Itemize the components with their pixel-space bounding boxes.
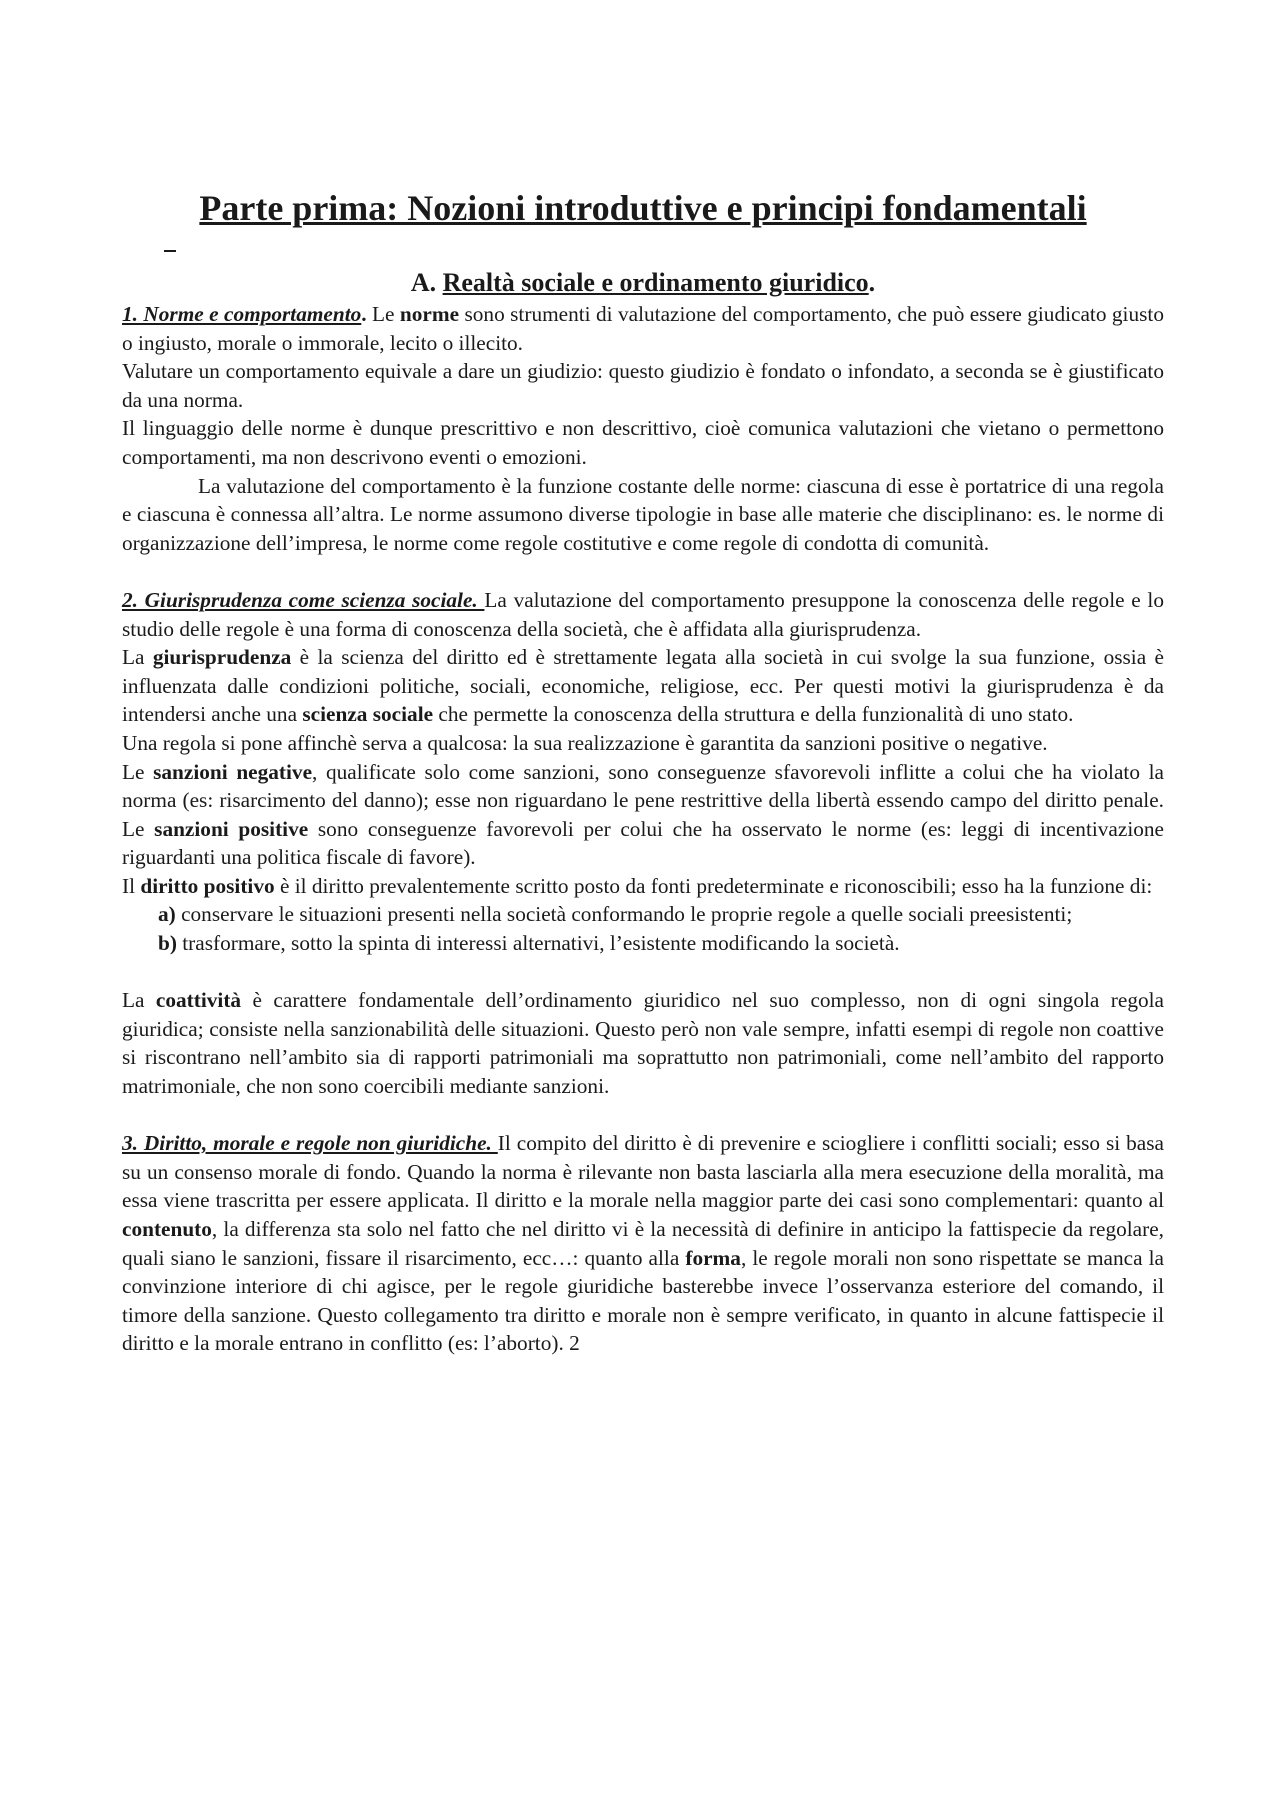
paragraph-heading-3: 3. Diritto, morale e regole non giuridiche. — [122, 1131, 498, 1156]
bold-term: coattività — [155, 988, 242, 1013]
list-marker: a) — [158, 902, 176, 927]
paragraph-heading-2: 2. Giurisprudenza come scienza sociale. — [122, 587, 485, 612]
paragraph-heading-1-dot: . — [361, 302, 367, 326]
paragraph-norme — [122, 300, 1164, 357]
document-title: Parte prima: Nozioni introduttive e principi fondamentali — [199, 188, 1087, 228]
text-span: Le — [122, 759, 154, 784]
paragraph-diritto-morale — [122, 1129, 1164, 1358]
text-span: che permette la conoscenza della struttura e della funzionalità di uno stato. — [433, 702, 1074, 727]
text-span: , la differenza sta solo nel fatto che nel diritto vi è la necessità di definire in anticipo la fattispecie da regolare, quali siano le sanzioni, fissare il risarcimento, ecc…: quanto alla — [122, 1217, 1164, 1270]
text-span: , le regole morali non sono rispettate se manca la convinzione interiore di chi agisce, per le regole giuridiche basterebbe invece l’osservanza esteriore del comando, il timore della sanzione. Questo collegamento tra diritto e morale non è sempre verificato, in quanto in alcune fattispecie il diritto e la morale entrano in conflitto (es: l’aborto). 2 — [122, 1245, 1164, 1356]
section-dot: . — [868, 268, 876, 297]
paragraph-scienza-sociale — [122, 643, 1164, 729]
text-span: La valutazione del comportamento presuppone la conoscenza delle regole e lo studio delle regole è una forma di conoscenza della società, che è affidata alla giurisprudenza. — [122, 587, 1164, 641]
list-text: conservare le situazioni presenti nella società conformando le proprie regole a quelle sociali preesistenti; — [175, 902, 1073, 927]
list-item — [158, 929, 1164, 958]
list-item — [158, 900, 1164, 929]
text-span: sono strumenti di valutazione del comportamento, che può essere giudicato giusto o ingiusto, morale o immorale, lecito o illecito. — [122, 302, 1164, 355]
bold-term: diritto positivo — [140, 873, 275, 898]
title-dash — [164, 236, 176, 252]
text-span: è il diritto prevalentemente scritto posto da fonti predeterminate e riconoscibili; esso ha la funzione di: — [274, 873, 1153, 898]
spacer — [122, 1101, 1164, 1130]
bold-term: sanzioni negative — [153, 759, 313, 784]
text-span: Il — [122, 873, 141, 898]
section-title: Realtà sociale e ordinamento giuridico — [442, 268, 869, 297]
paragraph-valutazione: La valutazione del comportamento è la funzione costante delle norme: ciascuna di esse è portatrice di una regola e ciascuna è connessa all’altra. Le norme assumono diverse tipologie in base alle materie che disciplinano: es. le norme di organizzazione dell’impresa, le norme come regole costitutive e come regole di condotta di comunità. — [122, 473, 1164, 555]
text-span: Le — [366, 302, 400, 326]
bold-term: giurisprudenza — [152, 645, 292, 670]
text-span: è carattere fondamentale dell’ordinamento giuridico nel suo complesso, non di ogni singola regola giuridica; consiste nella sanzionabilità delle situazioni. Questo però non vale sempre, infatti esempi di regole non coattive si riscontrano nell’ambito sia di rapporti patrimoniali ma soprattutto non patrimoniali, come nell’ambito del rapporto matrimoniale, che non sono coercibili mediante sanzioni. — [122, 988, 1164, 1099]
paragraph-giurisprudenza — [122, 586, 1164, 643]
text-span: , qualificate solo come sanzioni, sono conseguenze sfavorevoli inflitte a colui che ha violato la norma (es: risarcimento del danno); esse non riguardano le pene restrittive della libertà essendo campo del diritto penale. Le — [122, 759, 1164, 841]
section-prefix: A. — [410, 268, 443, 297]
paragraph-regola: Una regola si pone affinchè serva a qualcosa: la sua realizzazione è garantita da sanzioni positive o negative. — [122, 730, 1048, 755]
paragraph-coattivita — [122, 986, 1164, 1100]
bold-term: scienza sociale — [302, 702, 434, 727]
paragraph-heading-1: 1. Norme e comportamento — [122, 302, 362, 326]
text-span: è la scienza del diritto ed è strettamente legata alla società in cui svolge la sua funzione, ossia è influenzata dalle condizioni politiche, sociali, economiche, religiose, ecc. Per questi motivi la giurisprudenza è da intendersi anche una — [122, 645, 1164, 727]
spacer — [122, 958, 1164, 987]
text-span: La — [122, 645, 153, 670]
text-span: sono conseguenze favorevoli per colui che ha osservato le norme (es: leggi di incentivazione riguardanti una politica fiscale di favore). — [122, 816, 1165, 870]
list-marker: b) — [158, 931, 177, 956]
list-text: trasformare, sotto la spinta di interessi alternativi, l’esistente modificando la società. — [176, 931, 900, 956]
spacer — [122, 557, 1164, 586]
text-span: La — [122, 988, 156, 1013]
paragraph-diritto-positivo — [122, 872, 1164, 901]
bold-term: sanzioni positive — [154, 816, 309, 841]
section-heading — [122, 268, 1164, 298]
bold-term: norme — [399, 302, 460, 326]
text-span: Il compito del diritto è di prevenire e sciogliere i conflitti sociali; esso si basa su un consenso morale di fondo. Quando la norma è rilevante non basta lasciarla alla mera esecuzione della moralità, ma essa viene trascritta per essere applicata. Il diritto e la morale nella maggior parte dei casi sono complementari: quanto al — [122, 1131, 1164, 1213]
functions-list — [122, 900, 1164, 957]
bold-term: contenuto — [122, 1217, 212, 1241]
paragraph-sanzioni — [122, 758, 1164, 872]
bold-term: forma — [685, 1245, 741, 1270]
paragraph-valutare: Valutare un comportamento equivale a dare un giudizio: questo giudizio è fondato o infondato, a seconda se è giustificato da una norma. — [122, 359, 1164, 412]
paragraph-linguaggio: Il linguaggio delle norme è dunque prescrittivo e non descrittivo, cioè comunica valutazioni che vietano o permettono comportamenti, ma non descrivono eventi o emozioni. — [122, 416, 1164, 469]
